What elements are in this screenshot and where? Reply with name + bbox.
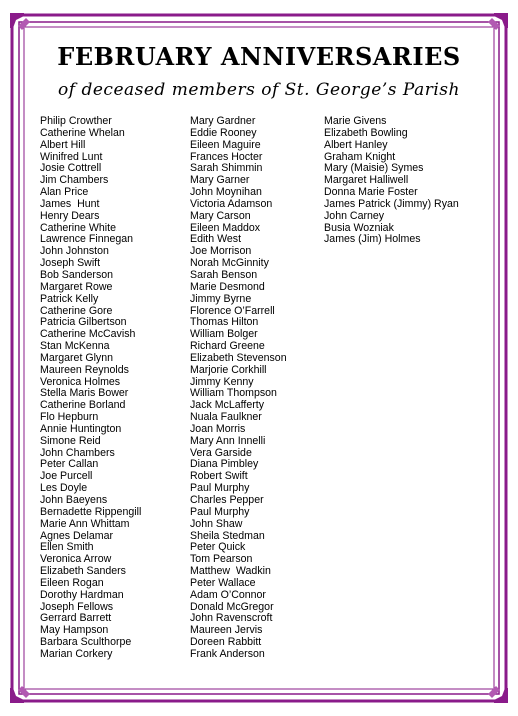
list-item: Marian Corkery <box>40 647 113 660</box>
list-item: Eddie Rooney <box>190 126 257 139</box>
list-item: John Carney <box>324 209 385 222</box>
list-item: Jack McLafferty <box>190 399 264 412</box>
names-column-3 <box>324 116 459 246</box>
list-item: Elizabeth Bowling <box>324 126 408 139</box>
list-item: Joe Morrison <box>190 245 252 258</box>
list-item: John Baeyens <box>40 494 108 506</box>
list-item: Paul Murphy <box>190 482 250 495</box>
list-item: Joseph Swift <box>40 257 101 270</box>
list-item: Jim Chambers <box>40 174 109 187</box>
names-column-2 <box>190 116 287 661</box>
list-item: Adam O’Connor <box>190 588 266 601</box>
list-item: Catherine Borland <box>40 399 126 412</box>
list-item: William Thompson <box>190 387 277 400</box>
list-item: Marie Desmond <box>190 280 265 293</box>
list-item: James Hunt <box>40 197 100 210</box>
list-item: Frank Anderson <box>190 647 265 660</box>
list-item: Frances Hocter <box>190 150 263 163</box>
list-item: Catherine Whelan <box>40 126 125 139</box>
list-item: Vera Garside <box>190 446 252 459</box>
list-item: Nuala Faulkner <box>190 411 262 424</box>
list-item: Florence O’Farrell <box>190 304 275 317</box>
list-item: Sheila Stedman <box>190 529 265 542</box>
list-item: Gerrard Barrett <box>40 612 112 625</box>
list-item: Maureen Reynolds <box>40 363 129 376</box>
list-item: Graham Knight <box>324 150 396 163</box>
list-item: Patrick Kelly <box>40 292 99 305</box>
names-column-1 <box>40 116 141 661</box>
list-item: Norah McGinnity <box>190 257 269 270</box>
list-item: Jimmy Byrne <box>190 292 252 305</box>
list-item: Joan Morris <box>190 422 246 435</box>
list-item: John Chambers <box>40 446 115 459</box>
list-item: Catherine McCavish <box>40 328 136 341</box>
list-item: Patricia Gilbertson <box>40 316 127 329</box>
list-item: Elizabeth Stevenson <box>190 351 287 364</box>
list-item: Eileen Rogan <box>40 576 104 589</box>
list-item: Winifred Lunt <box>40 150 103 163</box>
list-item: Joseph Fellows <box>40 600 114 613</box>
list-item: Veronica Arrow <box>40 553 112 566</box>
list-item: Dorothy Hardman <box>40 588 124 601</box>
list-item: Busia Wozniak <box>324 221 394 234</box>
list-item: Peter Quick <box>190 541 246 554</box>
list-item: Simone Reid <box>40 434 101 447</box>
page-title: FEBRUARY ANNIVERSARIES <box>57 42 461 71</box>
list-item: Doreen Rabbitt <box>190 636 262 649</box>
list-item: Sarah Benson <box>190 268 258 281</box>
list-item: Eileen Maddox <box>190 221 261 234</box>
list-item: John Moynihan <box>190 186 262 199</box>
list-item: Eileen Maguire <box>190 138 261 151</box>
list-item: Stan McKenna <box>40 340 110 353</box>
list-item: Peter Callan <box>40 458 99 471</box>
list-item: Victoria Adamson <box>190 197 273 210</box>
list-item: Henry Dears <box>40 209 100 222</box>
list-item: Diana Pimbley <box>190 458 259 471</box>
list-item: Catherine White <box>40 221 116 234</box>
list-item: Edith West <box>190 233 242 246</box>
list-item: Mary Ann Innelli <box>190 434 266 447</box>
list-item: Marie Ann Whittam <box>40 517 130 530</box>
list-item: Lawrence Finnegan <box>40 233 134 246</box>
list-item: Mary Carson <box>190 209 251 222</box>
list-item: Catherine Gore <box>40 304 113 317</box>
list-item: Charles Pepper <box>190 494 264 506</box>
list-item: Richard Greene <box>190 340 265 353</box>
list-item: Albert Hanley <box>324 138 388 151</box>
list-item: May Hampson <box>40 624 109 637</box>
page-subtitle: of deceased members of St. George’s Parish <box>58 80 460 100</box>
list-item: Ellen Smith <box>40 541 94 554</box>
list-item: Mary Gardner <box>190 115 256 127</box>
list-item: Stella Maris Bower <box>40 387 129 400</box>
list-item: Mary (Maisie) Symes <box>324 162 424 175</box>
list-item: John Johnston <box>40 245 109 258</box>
list-item: Thomas Hilton <box>190 316 259 329</box>
list-item: Matthew Wadkin <box>190 565 271 578</box>
list-item: William Bolger <box>190 328 258 341</box>
list-item: Flo Hepburn <box>40 411 99 424</box>
list-item: Robert Swift <box>190 470 248 483</box>
list-item: Barbara Sculthorpe <box>40 636 132 649</box>
list-item: Tom Pearson <box>190 553 253 566</box>
list-item: Jimmy Kenny <box>190 375 254 388</box>
list-item: Albert Hill <box>40 138 86 151</box>
list-item: Les Doyle <box>40 482 88 495</box>
list-item: James Patrick (Jimmy) Ryan <box>324 197 459 210</box>
list-item: Paul Murphy <box>190 505 250 518</box>
list-item: Agnes Delamar <box>40 529 114 542</box>
list-item: Marie Givens <box>324 115 387 127</box>
list-item: Maureen Jervis <box>190 624 263 637</box>
list-item: Margaret Halliwell <box>324 174 409 187</box>
list-item: Mary Garner <box>190 174 250 187</box>
list-item: Alan Price <box>40 186 89 199</box>
list-item: James (Jim) Holmes <box>324 233 421 246</box>
list-item: Annie Huntington <box>40 422 122 435</box>
list-item: Margaret Glynn <box>40 351 114 364</box>
list-item: Margaret Rowe <box>40 280 113 293</box>
list-item: Josie Cottrell <box>40 162 102 175</box>
list-item: Donna Marie Foster <box>324 186 418 199</box>
list-item: John Shaw <box>190 517 243 530</box>
list-item: Bernadette Rippengill <box>40 505 142 518</box>
list-item: Sarah Shimmin <box>190 162 263 175</box>
list-item: Philip Crowther <box>40 115 112 127</box>
list-item: Joe Purcell <box>40 470 93 483</box>
list-item: Veronica Holmes <box>40 375 121 388</box>
list-item: Peter Wallace <box>190 576 256 589</box>
list-item: John Ravenscroft <box>190 612 273 625</box>
list-item: Elizabeth Sanders <box>40 565 126 578</box>
list-item: Donald McGregor <box>190 600 274 613</box>
list-item: Bob Sanderson <box>40 268 114 281</box>
list-item: Marjorie Corkhill <box>190 363 267 376</box>
